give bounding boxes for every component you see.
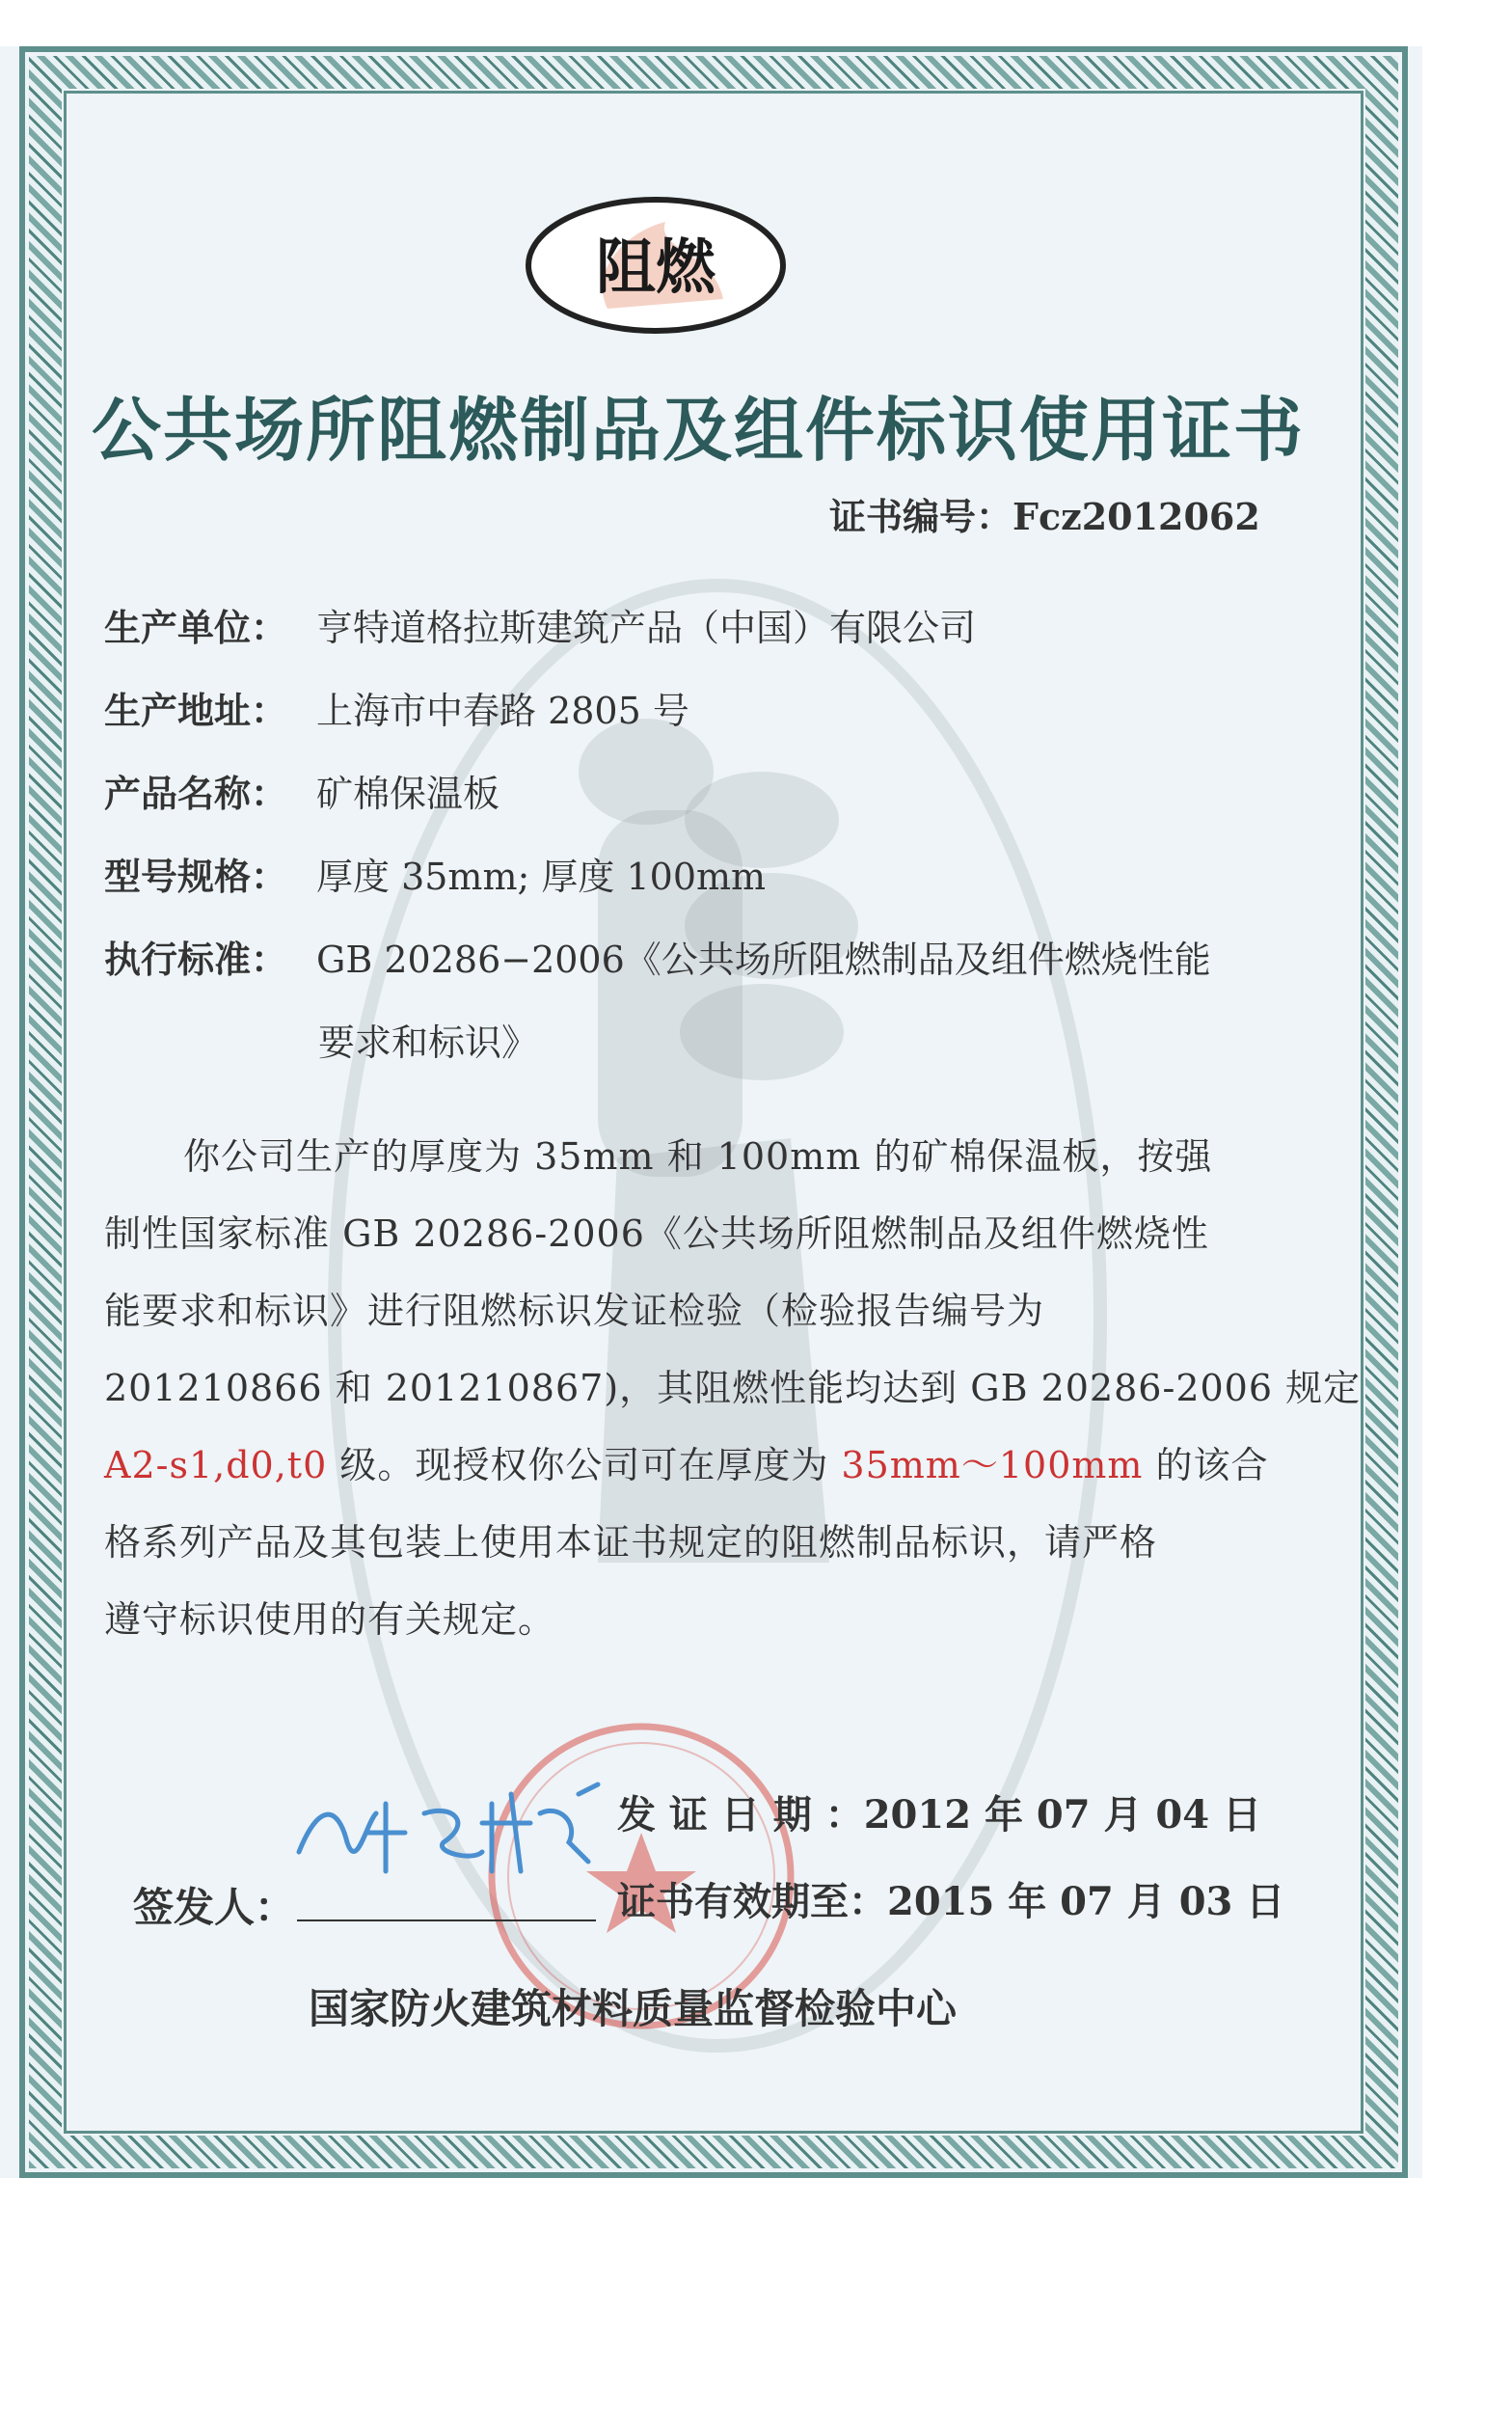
field-address xyxy=(104,681,1310,734)
fire-class-rating: A2-s1,d0,t0 xyxy=(104,1444,328,1486)
valid-until: 证书有效期至：2015 年 07 月 03 日 xyxy=(617,1879,1285,1924)
field-standard xyxy=(104,930,1310,983)
field-label: 生产地址： xyxy=(104,689,288,732)
field-value: 厚度 35mm; 厚度 100mm xyxy=(316,856,767,898)
handwritten-signature xyxy=(289,1765,608,1891)
thickness-range: 35mm～100mm xyxy=(841,1444,1144,1486)
certificate-number: 证书编号：Fcz2012062 xyxy=(829,495,1260,538)
paragraph-line: 遵守标识使用的有关规定。 xyxy=(104,1598,556,1641)
logo-text: 阻燃 xyxy=(595,231,716,302)
field-label: 生产单位： xyxy=(104,606,288,649)
field-value: 矿棉保温板 xyxy=(316,773,500,815)
paragraph-line: 能要求和标识》进行阻燃标识发证检验（检验报告编号为 xyxy=(104,1290,1045,1332)
field-product-name xyxy=(104,764,1310,817)
paragraph-line: 201210866 和 201210867)，其阻燃性能均达到 GB 20286-2006 规定 xyxy=(104,1367,1362,1409)
signature-line xyxy=(297,1919,596,1921)
flame-retardant-logo xyxy=(521,193,791,338)
field-label: 型号规格： xyxy=(104,855,288,898)
field-specification xyxy=(104,847,1310,900)
issue-date: 发 证 日 期 ：2012 年 07 月 04 日 xyxy=(617,1792,1261,1838)
field-value: GB 20286−2006《公共场所阻燃制品及组件燃烧性能 xyxy=(316,939,1211,981)
signer-label: 签发人： xyxy=(133,1884,296,1931)
paragraph-line: 制性国家标准 GB 20286-2006《公共场所阻燃制品及组件燃烧性 xyxy=(104,1212,1209,1255)
field-manufacturer xyxy=(104,598,1310,651)
field-label: 执行标准： xyxy=(104,938,288,981)
field-value: 亨特道格拉斯建筑产品（中国）有限公司 xyxy=(316,607,977,649)
issuing-authority: 国家防火建筑材料质量监督检验中心 xyxy=(309,1985,958,2032)
paragraph-line xyxy=(104,1435,1269,1488)
field-label: 产品名称： xyxy=(104,772,288,815)
certificate-title: 公共场所阻燃制品及组件标识使用证书 xyxy=(92,390,1306,471)
paragraph-line: 格系列产品及其包装上使用本证书规定的阻燃制品标识，请严格 xyxy=(104,1521,1158,1564)
paragraph-text: 级。现授权你公司可在厚度为 xyxy=(327,1444,842,1486)
paragraph-text: 的该合 xyxy=(1143,1444,1269,1486)
field-standard-continuation: 要求和标识》 xyxy=(318,1021,539,1064)
field-value: 上海市中春路 2805 号 xyxy=(316,690,689,732)
paragraph-line: 你公司生产的厚度为 35mm 和 100mm 的矿棉保温板，按强 xyxy=(183,1135,1213,1178)
